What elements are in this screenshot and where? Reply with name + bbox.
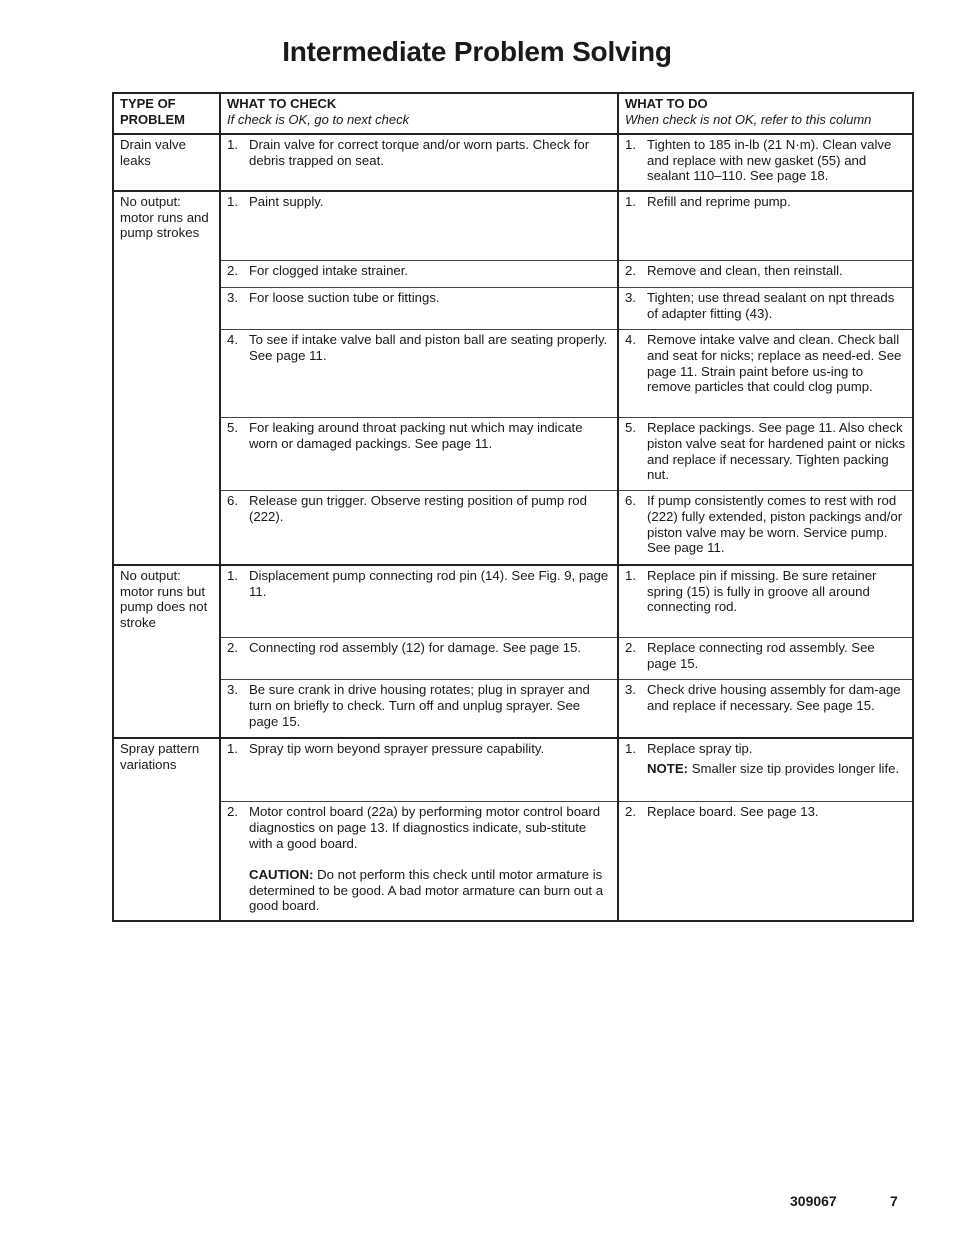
check-item	[227, 332, 611, 363]
check-number: 2.	[227, 804, 238, 820]
do-text: Replace connecting rod assembly. See page 15.	[647, 640, 875, 672]
do-item	[625, 194, 906, 210]
check-item	[227, 640, 611, 656]
problem-type-cell: Drain valve leaks	[113, 134, 220, 191]
caution-label: CAUTION:	[249, 867, 314, 883]
header-check-subtitle: If check is OK, go to next check	[227, 111, 410, 127]
header-type-line2: PROBLEM	[120, 111, 185, 127]
table-row	[113, 134, 913, 191]
what-to-check-cell	[220, 738, 618, 802]
what-to-do-cell	[618, 134, 913, 191]
table-row	[113, 491, 913, 565]
check-text: Drain valve for correct torque and/or worn parts. Check for debris trapped on seat.	[249, 137, 590, 168]
do-item	[625, 420, 906, 482]
what-to-do-cell	[618, 491, 913, 565]
do-item	[625, 290, 906, 321]
what-to-do-cell	[618, 418, 913, 491]
what-to-check-cell	[220, 330, 618, 418]
what-to-check-cell	[220, 802, 618, 921]
what-to-check-cell	[220, 288, 618, 330]
note-label: NOTE:	[647, 760, 689, 776]
table-row	[113, 680, 913, 738]
check-item	[227, 682, 611, 729]
note-text: Smaller size tip provides longer life.	[688, 760, 900, 776]
check-text: For leaking around throat packing nut which may indicate worn or damaged packings. See page 11.	[249, 420, 583, 452]
check-number: 2.	[227, 640, 238, 656]
check-item	[227, 194, 611, 210]
caution-block	[227, 867, 611, 914]
page-title: Intermediate Problem Solving	[282, 36, 672, 67]
check-number: 2.	[227, 263, 238, 279]
do-number: 5.	[625, 420, 636, 436]
header-check-label: WHAT TO CHECK	[227, 96, 337, 111]
what-to-do-cell	[618, 638, 913, 680]
do-number: 3.	[625, 290, 636, 306]
do-text: Replace packings. See page 11. Also check piston valve seat for hardened paint or nicks and replace if necessary. Tighten packing nut.	[647, 420, 906, 483]
do-item	[625, 640, 906, 671]
do-item	[625, 332, 906, 394]
table-row	[113, 191, 913, 261]
do-item	[625, 741, 906, 757]
do-number: 4.	[625, 332, 636, 348]
do-number: 1.	[625, 137, 636, 153]
check-text: Release gun trigger. Observe resting position of pump rod (222).	[249, 493, 587, 525]
do-item	[625, 568, 906, 615]
check-text: For clogged intake strainer.	[249, 263, 409, 279]
table-row	[113, 565, 913, 638]
do-number: 1.	[625, 193, 636, 209]
do-number: 3.	[625, 682, 636, 698]
do-text: Replace pin if missing. Be sure retainer spring (15) is fully in groove all around connecting rod.	[647, 567, 877, 615]
check-text: Motor control board (22a) by performing motor control board diagnostics on page 13. If diagnostics indicate, sub-stitute with a good board.	[249, 804, 601, 851]
check-number: 1.	[227, 567, 238, 583]
do-item	[625, 137, 906, 184]
check-text: To see if intake valve ball and piston ball are seating properly. See page 11.	[249, 332, 608, 364]
table-row	[113, 802, 913, 921]
table-row	[113, 638, 913, 680]
check-number: 5.	[227, 420, 238, 436]
check-number: 1.	[227, 137, 238, 153]
what-to-do-cell	[618, 330, 913, 418]
check-item	[227, 137, 611, 168]
what-to-check-cell	[220, 491, 618, 565]
check-item	[227, 741, 611, 757]
check-item	[227, 493, 611, 524]
do-item	[625, 493, 906, 555]
what-to-do-cell	[618, 288, 913, 330]
problem-type-cell: No output: motor runs and pump strokes	[113, 191, 220, 565]
do-item	[625, 804, 906, 820]
do-text: Remove and clean, then reinstall.	[647, 263, 843, 279]
do-number: 6.	[625, 493, 636, 509]
do-item	[625, 682, 906, 713]
do-text: Remove intake valve and clean. Check ball and seat for nicks; replace as need-ed. See page 11. Strain paint before us-ing to remove particles that could clog pump.	[647, 332, 902, 395]
page-number: 7	[890, 1193, 898, 1209]
document-number: 309067	[790, 1193, 837, 1209]
table-body	[113, 134, 913, 921]
check-text: Be sure crank in drive housing rotates; plug in sprayer and turn on briefly to check. Turn off and unplug sprayer. See page 15.	[249, 682, 590, 729]
what-to-check-cell	[220, 134, 618, 191]
problem-type-cell: No output: motor runs but pump does not stroke	[113, 565, 220, 738]
header-do-label: WHAT TO DO	[625, 96, 708, 111]
do-item	[625, 263, 906, 279]
what-to-do-cell	[618, 191, 913, 261]
problem-type-cell: Spray pattern variations	[113, 738, 220, 921]
what-to-check-cell	[220, 638, 618, 680]
do-text: Tighten to 185 in-lb (21 N·m). Clean valve and replace with new gasket (55) and sealant 110–110. See page 18.	[647, 137, 892, 184]
header-what-to-do	[618, 93, 913, 134]
check-item	[227, 290, 611, 306]
check-item	[227, 568, 611, 599]
caution-text: Do not perform this check until motor armature is determined to be good. A bad motor armature can burn out a good board.	[249, 867, 604, 914]
check-text: Displacement pump connecting rod pin (14). See Fig. 9, page 11.	[249, 567, 609, 599]
do-number: 1.	[625, 567, 636, 583]
what-to-check-cell	[220, 261, 618, 288]
check-number: 4.	[227, 332, 238, 348]
what-to-do-cell	[618, 261, 913, 288]
check-text: Connecting rod assembly (12) for damage. See page 15.	[249, 640, 582, 656]
check-text: Spray tip worn beyond sprayer pressure capability.	[249, 740, 545, 756]
do-number: 2.	[625, 804, 636, 820]
table-row	[113, 418, 913, 491]
what-to-check-cell	[220, 418, 618, 491]
do-text: Replace spray tip.	[647, 740, 753, 756]
check-number: 1.	[227, 193, 238, 209]
table-row	[113, 738, 913, 802]
what-to-do-cell	[618, 565, 913, 638]
do-number: 2.	[625, 263, 636, 279]
header-do-subtitle: When check is not OK, refer to this column	[625, 111, 872, 127]
table-row	[113, 261, 913, 288]
what-to-check-cell	[220, 565, 618, 638]
check-item	[227, 420, 611, 451]
header-type-of-problem	[113, 93, 220, 134]
header-type-line1: TYPE OF	[120, 96, 176, 111]
table-row	[113, 288, 913, 330]
do-text: If pump consistently comes to rest with rod (222) fully extended, piston packings and/or piston valve may be worn. Service pump. See page 11.	[647, 493, 903, 556]
table-header-row	[113, 93, 913, 134]
note-block	[625, 761, 906, 777]
check-item	[227, 804, 611, 851]
do-number: 1.	[625, 740, 636, 756]
what-to-do-cell	[618, 802, 913, 921]
do-text: Tighten; use thread sealant on npt threads of adapter fitting (43).	[647, 290, 895, 322]
check-number: 1.	[227, 740, 238, 756]
check-text: Paint supply.	[249, 193, 324, 209]
what-to-check-cell	[220, 191, 618, 261]
check-number: 3.	[227, 290, 238, 306]
check-number: 6.	[227, 493, 238, 509]
header-what-to-check	[220, 93, 618, 134]
what-to-do-cell	[618, 680, 913, 738]
troubleshooting-table	[112, 92, 914, 922]
do-text: Refill and reprime pump.	[647, 193, 791, 209]
table-row	[113, 330, 913, 418]
check-number: 3.	[227, 682, 238, 698]
what-to-check-cell	[220, 680, 618, 738]
check-text: For loose suction tube or fittings.	[249, 290, 440, 306]
do-text: Replace board. See page 13.	[647, 804, 819, 820]
what-to-do-cell	[618, 738, 913, 802]
do-number: 2.	[625, 640, 636, 656]
do-text: Check drive housing assembly for dam-age and replace if necessary. See page 15.	[647, 682, 901, 714]
check-item	[227, 263, 611, 279]
